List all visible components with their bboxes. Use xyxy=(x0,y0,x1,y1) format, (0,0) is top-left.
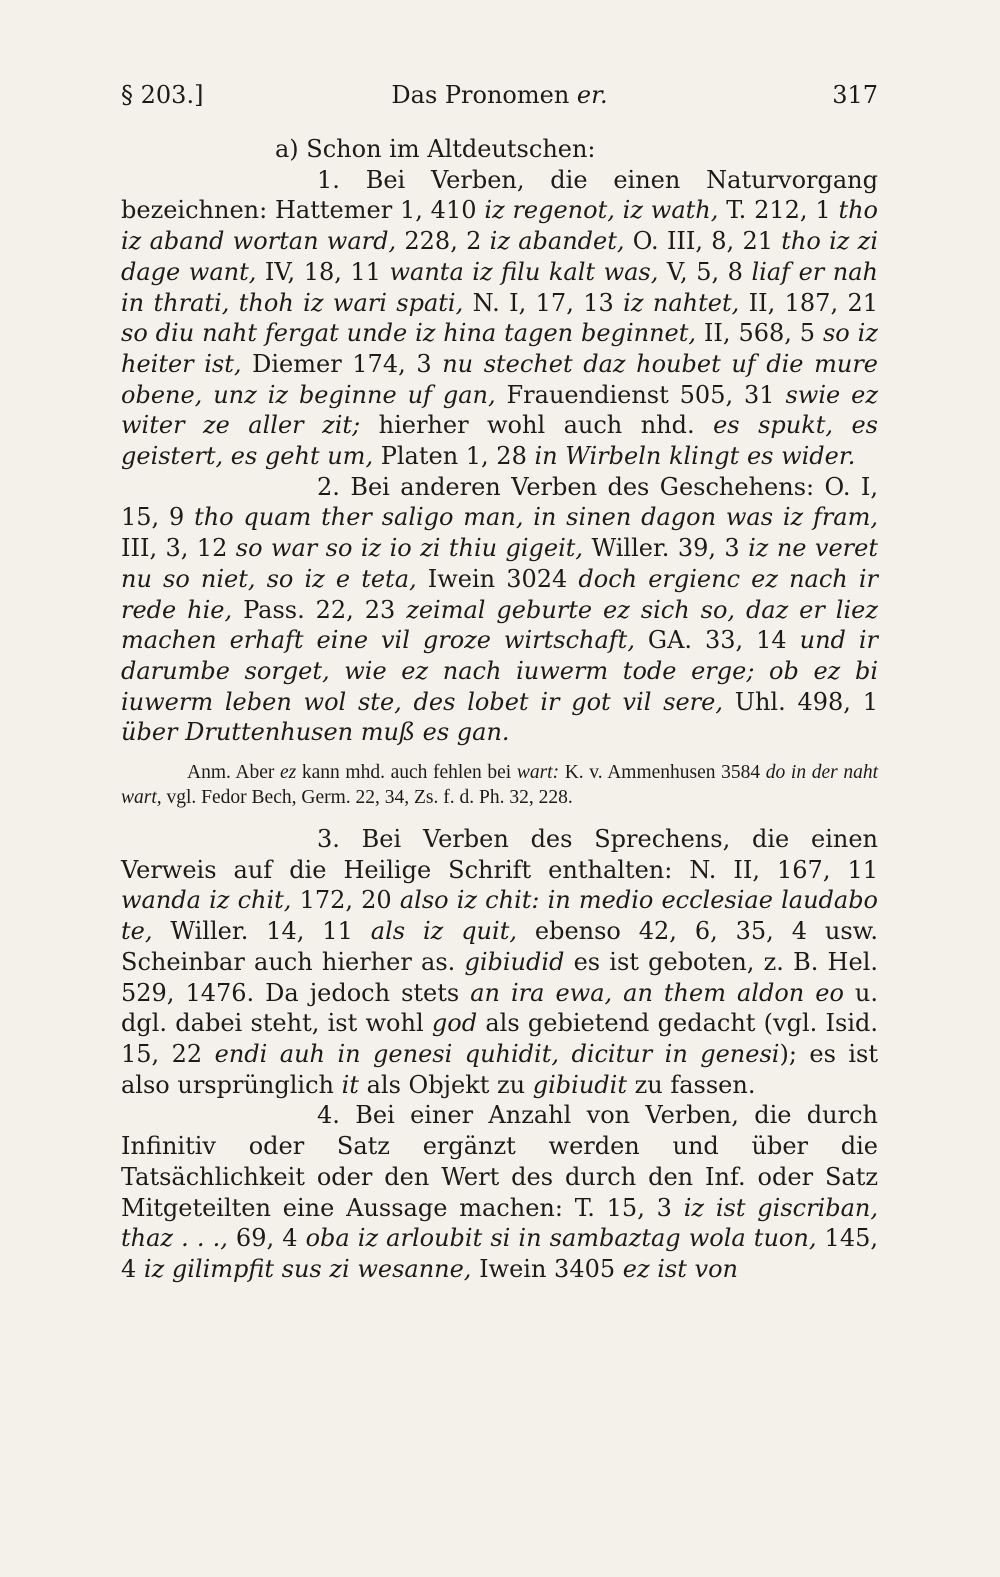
text-span: 145, 4 xyxy=(121,1224,878,1283)
paragraph-item-1 xyxy=(121,165,878,472)
citation-italic: oba iz arloubit si in sambaztag wola tuon, xyxy=(305,1224,817,1253)
citation-italic: so iz heiter ist, xyxy=(121,319,878,378)
citation-italic: wanta iz filu kalt was, xyxy=(389,257,659,286)
citation-italic: wanda iz chit, xyxy=(121,886,292,915)
text-span: V, 5, 8 xyxy=(658,257,752,286)
citation-italic: ez ist von xyxy=(622,1254,738,1283)
citation-italic: iz nahtet, xyxy=(623,288,740,317)
text-span: O. III, 8, 21 xyxy=(624,227,782,256)
annotation-note xyxy=(121,760,878,810)
citation-italic: it xyxy=(341,1070,359,1099)
citation-italic: iz abandet, xyxy=(489,227,625,256)
running-title-text: Das Pronomen xyxy=(391,81,577,109)
text-span: Pass. 22, 23 xyxy=(232,595,407,624)
citation-italic: gibiudid xyxy=(464,947,565,976)
citation-italic: wart: xyxy=(516,762,560,784)
text-span: N. I, 17, 13 xyxy=(463,288,624,317)
citation-italic: iz ne veret nu so niet, so iz e teta, xyxy=(121,534,878,593)
citation-italic: gibiudit xyxy=(532,1070,627,1099)
section-reference: § 203.] xyxy=(121,81,204,109)
text-span: Iwein 3405 xyxy=(471,1254,623,1283)
text-span: vgl. Fedor Bech, Germ. 22, 34, Zs. f. d. Ph. 32, 228. xyxy=(161,787,573,809)
paragraph-item-2 xyxy=(121,472,878,748)
running-title-italic: er. xyxy=(576,81,608,109)
citation-italic: tho iz aband wortan ward, xyxy=(121,196,879,256)
text-span: 172, 20 xyxy=(291,886,400,915)
citation-italic: und ir darumbe sorget, wie ez nach iuwerm tode erge; ob ez bi iuwerm leben wol ste, des lobet ir got vil sere, xyxy=(121,626,878,716)
citation-italic: iz ist giscriban, thaz . . ., xyxy=(121,1193,878,1253)
citation-italic: ez xyxy=(280,762,297,784)
citation-italic: endi auh in genesi quhidit, dicitur in genesi xyxy=(214,1039,780,1068)
text-span: es ist geboten, z. B. Hel. 529, 1476. Da jedoch stets xyxy=(121,947,878,1007)
text-span: IV, 18, 11 xyxy=(256,257,390,286)
citation-italic: god xyxy=(431,1009,478,1038)
citation-italic: so diu naht fergat unde iz hina tagen beginnet, xyxy=(121,319,697,348)
text-span: Willer. 14, 11 xyxy=(152,917,371,946)
citation-italic: nu stechet daz houbet uf die mure obene, unz iz beginne uf gan, xyxy=(121,349,878,409)
paragraph-item-4 xyxy=(121,1100,878,1284)
text-span: kann mhd. auch fehlen bei xyxy=(296,762,517,784)
text-span: u. dgl. dabei steht, ist wohl xyxy=(121,978,878,1038)
text-span: 3. Bei Verben des Sprechens, die einen Verweis auf die Heilige Schrift enthalten: N. II, 167, 11 xyxy=(121,825,878,884)
text-span: 4. Bei einer Anzahl von Verben, die durch Infinitiv oder Satz ergänzt werden und über die Tatsächlichkeit oder den Wert des durch den Inf. oder Satz Mitgeteilten eine Aussage machen: T. 15, 3 xyxy=(121,1101,878,1222)
citation-italic: es spukt, es geistert, es geht um, xyxy=(121,411,879,471)
citation-italic: als iz quit, xyxy=(370,917,517,946)
citation-italic: tho quam ther saligo man, in sinen dagon was iz fram, xyxy=(194,503,879,532)
citation-italic: do in der naht wart, xyxy=(121,762,878,809)
text-span: 228, 2 xyxy=(396,227,490,256)
text-span: hierher wohl auch nhd. xyxy=(360,411,714,440)
text-span: GA. 33, 14 xyxy=(634,626,800,655)
citation-italic: an ira ewa, an them aldon eo xyxy=(470,978,844,1007)
citation-italic: so war so iz io zi thiu gigeit, xyxy=(235,534,584,563)
citation-italic: iz gilimpfit sus zi wesanne, xyxy=(143,1254,472,1283)
text-span: als Objekt zu xyxy=(358,1070,533,1099)
text-span: 1. Bei Verben, die einen Naturvorgang bezeichnen: Hattemer 1, 410 xyxy=(121,165,878,225)
text-span: Anm. Aber xyxy=(187,762,281,784)
text-span: Frauendienst 505, 31 xyxy=(495,380,786,409)
page-body xyxy=(121,134,878,1285)
text-span: K. v. Ammenhusen 3584 xyxy=(559,762,766,784)
text-span: 69, 4 xyxy=(227,1224,306,1253)
text-span: ebenso 42, 6, 35, 4 usw. Scheinbar auch hierher as. xyxy=(121,917,878,976)
citation-italic: zeimal geburte ez sich so, daz er liez machen erhaft eine vil groze wirtschaft, xyxy=(121,595,878,655)
running-title xyxy=(121,80,878,110)
text-span: ); es ist also ursprünglich xyxy=(121,1039,878,1099)
citation-italic: also iz chit: in medio ecclesiae laudabo te, xyxy=(121,886,879,946)
citation-italic: tho iz zi dage want, xyxy=(121,227,878,286)
paragraph-item-3 xyxy=(121,824,878,1100)
text-span: II, 187, 21 xyxy=(739,288,879,317)
text-span: zu fassen. xyxy=(626,1070,756,1099)
text-span: Uhl. 498, 1 xyxy=(722,687,878,716)
page-number: 317 xyxy=(832,81,878,109)
citation-italic: über Druttenhusen muß es gan. xyxy=(121,718,510,747)
text-span: Iwein 3024 xyxy=(416,564,579,593)
text-span: als gebietend gedacht (vgl. Isid. 15, 22 xyxy=(121,1009,878,1068)
citation-italic: in Wirbeln klingt es wider. xyxy=(534,442,856,471)
citation-italic: liaf er nah in thrati, thoh iz wari spati, xyxy=(121,257,879,317)
text-span: 2. Bei anderen Verben des Geschehens: O. I, 15, 9 xyxy=(121,472,878,532)
text-span: Willer. 39, 3 xyxy=(583,534,749,563)
text-span: Platen 1, 28 xyxy=(373,442,535,471)
text-span: Diemer 174, 3 xyxy=(241,349,443,378)
citation-italic: swie ez witer ze aller zit; xyxy=(121,380,878,440)
text-span: III, 3, 12 xyxy=(121,534,236,563)
citation-italic: iz regenot, iz wath, xyxy=(484,196,719,225)
section-heading: a) Schon im Altdeutschen: xyxy=(275,135,596,163)
text-span: II, 568, 5 xyxy=(696,319,823,348)
citation-italic: doch ergienc ez nach ir rede hie, xyxy=(121,564,879,624)
text-span: T. 212, 1 xyxy=(718,196,839,225)
